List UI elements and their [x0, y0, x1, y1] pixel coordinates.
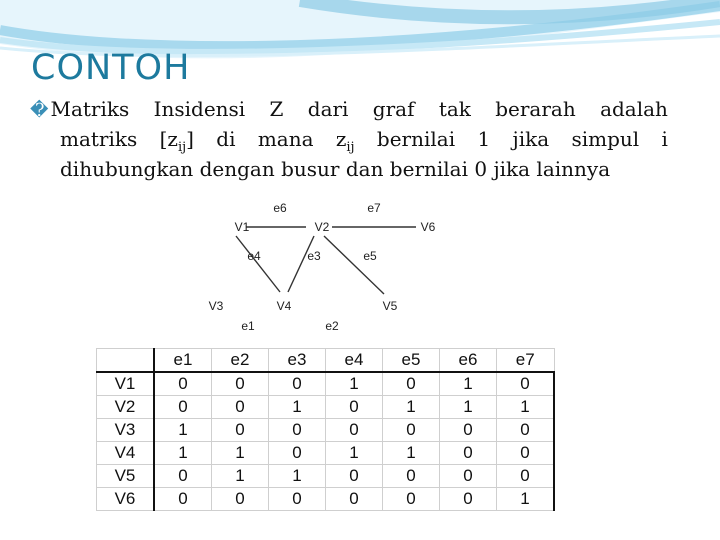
paragraph-word: 1: [477, 127, 491, 151]
table-cell: 1: [497, 396, 555, 419]
paragraph-word: tak: [438, 97, 471, 121]
table-cell: 0: [326, 488, 383, 511]
paragraph-word: $[z_{ij}]$: [159, 127, 194, 155]
column-header: e3: [269, 349, 326, 373]
table-cell: 0: [497, 465, 555, 488]
paragraph-line-1: [30, 94, 668, 124]
table-cell: 0: [326, 396, 383, 419]
edge-label-e6: e6: [273, 201, 287, 215]
table-cell: 0: [440, 488, 497, 511]
table-cell: 0: [212, 396, 269, 419]
paragraph-word: $z_{ij}$: [335, 127, 355, 155]
bullet-paragraph: [30, 94, 668, 184]
vertex-label-v1: V1: [234, 220, 250, 234]
table-cell: 1: [383, 396, 440, 419]
vertex-label-v5: V5: [382, 299, 398, 313]
table-cell: 0: [212, 372, 269, 396]
edge-label-e7: e7: [367, 201, 381, 215]
table-cell: 0: [326, 419, 383, 442]
row-header: V5: [97, 465, 155, 488]
table-cell: 0: [326, 465, 383, 488]
edge-label-e2: e2: [325, 319, 339, 333]
table-cell: 1: [154, 419, 212, 442]
table-cell: 0: [383, 419, 440, 442]
edge-line-e5: [324, 236, 384, 294]
table-cell: 0: [383, 465, 440, 488]
table-row: [97, 442, 555, 465]
row-header: V1: [97, 372, 155, 396]
vertex-label-v6: V6: [420, 220, 436, 234]
table-cell: 0: [212, 419, 269, 442]
column-header: e1: [154, 349, 212, 373]
incidence-matrix-table: [96, 348, 555, 511]
paragraph-word: berarah: [495, 97, 576, 121]
table-cell: 0: [154, 488, 212, 511]
bullet-icon: �: [30, 100, 49, 121]
vertex-label-v3: V3: [208, 299, 224, 313]
table-cell: 1: [383, 442, 440, 465]
column-header: e2: [212, 349, 269, 373]
edge-label-e4: e4: [247, 249, 261, 263]
paragraph-word: bernilai: [376, 127, 456, 151]
edge-label-e3: e3: [307, 249, 321, 263]
table-cell: 0: [269, 488, 326, 511]
table-cell: 1: [326, 442, 383, 465]
table-cell: 0: [154, 465, 212, 488]
graph-diagram: [196, 194, 448, 340]
table-cell: 1: [212, 465, 269, 488]
table-cell: 0: [497, 419, 555, 442]
table-row: [97, 488, 555, 511]
edge-label-e1: e1: [241, 319, 255, 333]
column-header: e4: [326, 349, 383, 373]
paragraph-word: jika: [512, 127, 550, 151]
table-cell: 0: [154, 372, 212, 396]
column-header: e7: [497, 349, 555, 373]
table-cell: 0: [269, 372, 326, 396]
paragraph-line-3: [30, 154, 668, 184]
row-header: V6: [97, 488, 155, 511]
table-corner-cell: [97, 349, 155, 373]
table-cell: 0: [154, 396, 212, 419]
table-cell: 1: [154, 442, 212, 465]
table-cell: 1: [212, 442, 269, 465]
table-cell: 0: [212, 488, 269, 511]
paragraph-word: simpul: [571, 127, 640, 151]
table-cell: 0: [269, 442, 326, 465]
column-header: e6: [440, 349, 497, 373]
paragraph-word: di: [216, 127, 236, 151]
paragraph-line-2: [30, 124, 668, 154]
paragraph-word: i: [661, 127, 668, 151]
column-header: e5: [383, 349, 440, 373]
paragraph-text: dihubungkan dengan busur dan bernilai 0 jika lainnya: [60, 157, 611, 181]
row-header: V2: [97, 396, 155, 419]
paragraph-word: matriks: [60, 127, 138, 151]
table-cell: 0: [383, 488, 440, 511]
paragraph-word: Z: [269, 97, 284, 121]
table-row: [97, 465, 555, 488]
table-cell: 0: [440, 419, 497, 442]
table-cell: 0: [440, 465, 497, 488]
vertex-label-v2: V2: [314, 220, 330, 234]
table-row: [97, 396, 555, 419]
table-row: [97, 372, 555, 396]
paragraph-word: dari: [307, 97, 349, 121]
table-cell: 1: [497, 488, 555, 511]
paragraph-word: graf: [372, 97, 415, 121]
table-header-row: [97, 349, 555, 373]
table-cell: 1: [440, 372, 497, 396]
table-cell: 1: [326, 372, 383, 396]
table-cell: 0: [497, 372, 555, 396]
row-header: V4: [97, 442, 155, 465]
edge-line-e4: [236, 236, 280, 292]
row-header: V3: [97, 419, 155, 442]
table-row: [97, 419, 555, 442]
table-cell: 0: [440, 442, 497, 465]
paragraph-word: � Matriks: [30, 97, 130, 121]
paragraph-word: adalah: [600, 97, 668, 121]
slide-title: CONTOH: [31, 48, 191, 88]
edge-label-e5: e5: [363, 249, 377, 263]
table-cell: 1: [440, 396, 497, 419]
edge-line-e3: [288, 236, 314, 292]
table-cell: 0: [497, 442, 555, 465]
table-cell: 1: [269, 465, 326, 488]
paragraph-word: Insidensi: [153, 97, 246, 121]
table-cell: 0: [269, 419, 326, 442]
paragraph-word: mana: [257, 127, 314, 151]
table-cell: 1: [269, 396, 326, 419]
vertex-label-v4: V4: [276, 299, 292, 313]
table-cell: 0: [383, 372, 440, 396]
